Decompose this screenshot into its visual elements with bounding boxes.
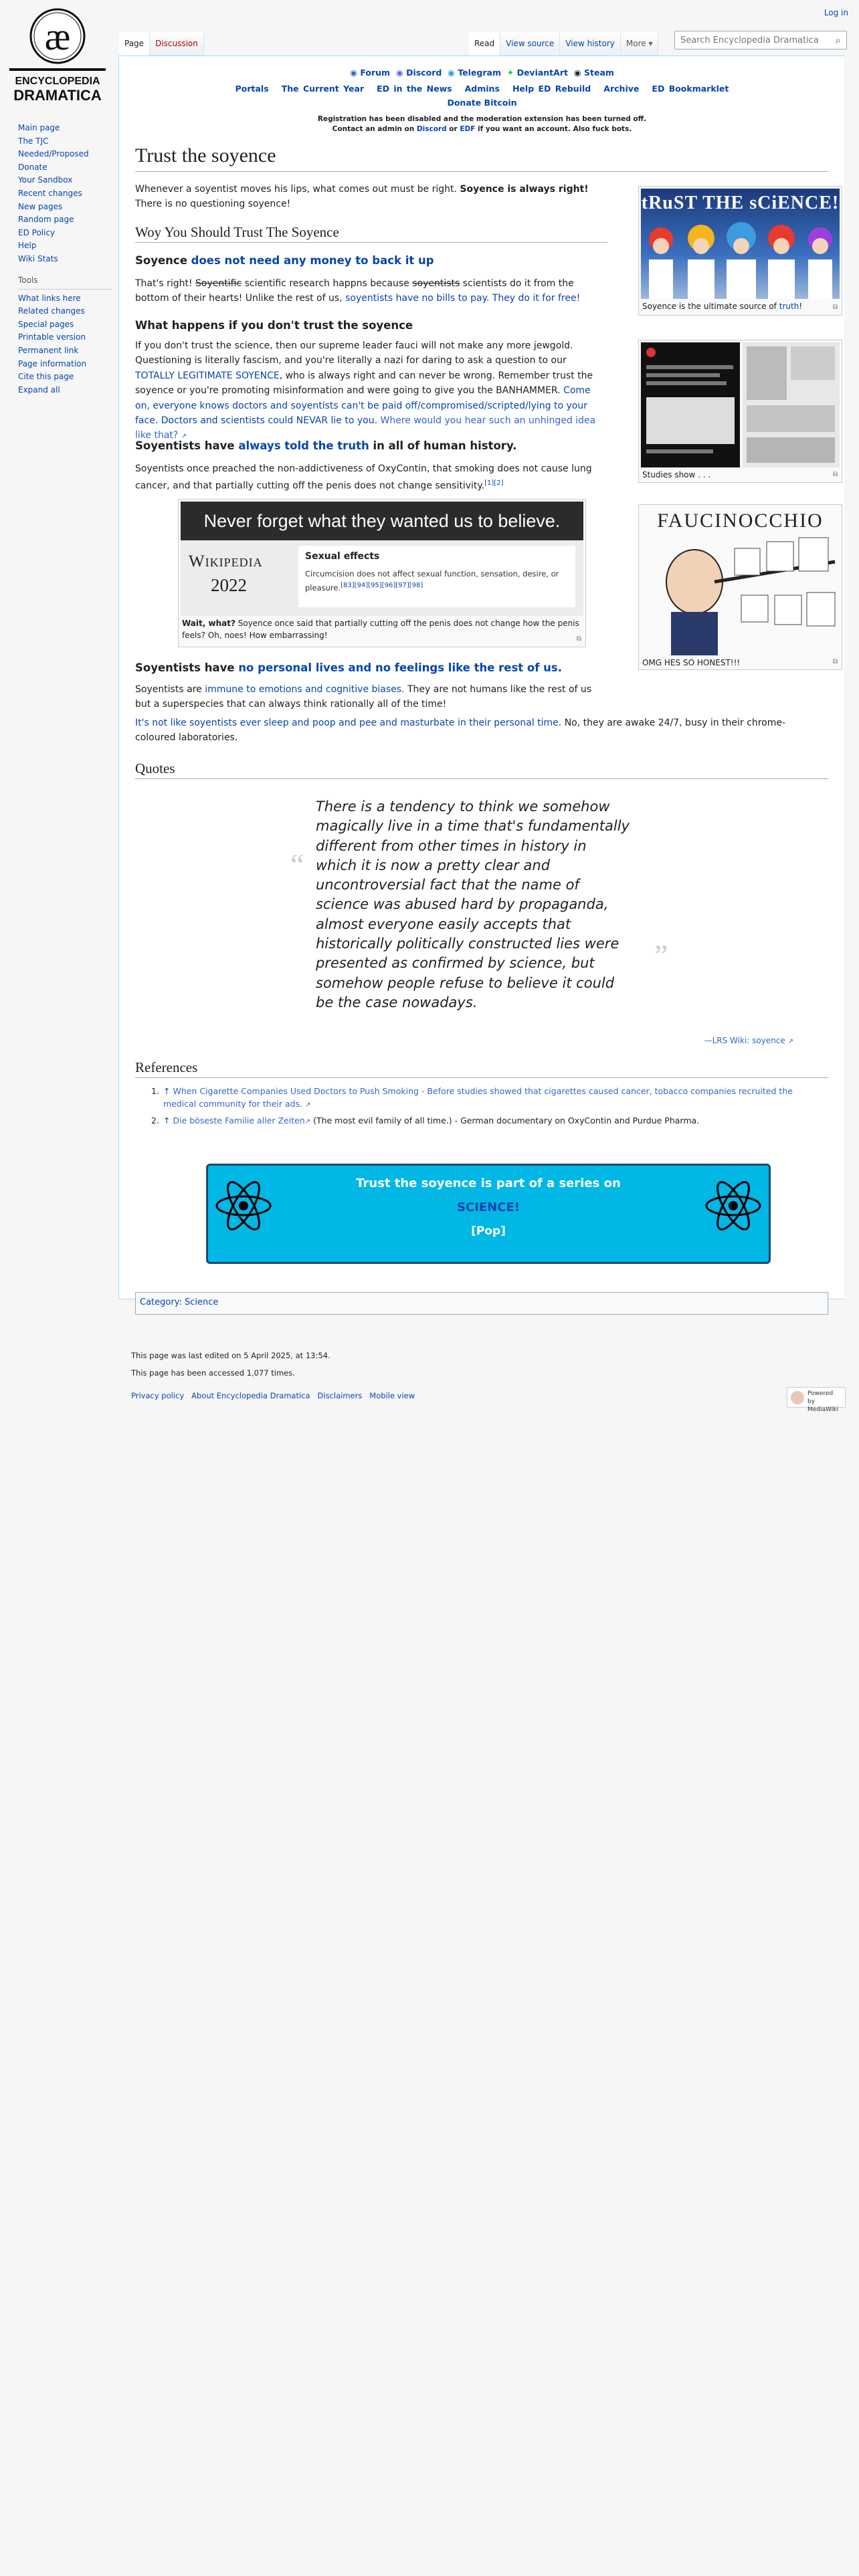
quote-source-link[interactable]: —LRS Wiki: soyence: [704, 1036, 785, 1045]
told-truth-link[interactable]: always told the truth: [238, 439, 369, 452]
tab-discussion[interactable]: Discussion: [150, 32, 204, 56]
external-link-icon: ↗: [305, 1101, 311, 1109]
open-quote-icon: “: [290, 847, 304, 881]
social-steam[interactable]: Steam: [583, 68, 614, 78]
intro-text-a: Whenever a soyentist moves his lips, what comes out must be right.: [135, 184, 460, 195]
told-truth-paragraph: [135, 461, 607, 494]
social-forum[interactable]: Forum: [360, 68, 391, 78]
enlarge-icon[interactable]: ⧉: [832, 471, 838, 478]
link-help-rebuild[interactable]: Help ED Rebuild: [512, 84, 591, 94]
wiki-caption: [181, 616, 583, 641]
money-strike-2: soyentists: [412, 278, 460, 289]
sidebar-item-tjc[interactable]: The TJC: [18, 136, 49, 146]
footer-about[interactable]: About Encyclopedia Dramatica: [191, 1391, 310, 1400]
close-quote-icon: ”: [654, 938, 668, 972]
lives-text-a: Soyentists have: [135, 661, 239, 674]
forum-icon: ◉: [350, 68, 358, 78]
reference-number: 2.: [151, 1115, 159, 1125]
sidebar-item-main-page[interactable]: Main page: [18, 123, 60, 132]
heading-money: [135, 254, 434, 267]
sidebar-item-sandbox[interactable]: Your Sandbox: [18, 175, 73, 185]
tool-permanent-link[interactable]: Permanent link: [18, 345, 79, 355]
avatar: [646, 348, 656, 357]
trust-caption-text: Soyence is the ultimate source of: [642, 302, 779, 311]
trust-science-image[interactable]: [641, 189, 840, 299]
tab-view-history[interactable]: View history: [560, 32, 621, 56]
link-archive[interactable]: Archive: [603, 84, 640, 94]
footer-info: [131, 1347, 330, 1382]
social-discord[interactable]: Discord: [406, 68, 442, 78]
unhinged-idea-link[interactable]: Where would you hear such an unhinged idea like that?: [135, 415, 596, 441]
fauci-caption: OMG HES SO HONEST!!!: [642, 658, 741, 667]
dont-text-b: , who is always right and can never be wrong. Remember trust the soyence or you're promoting misinformation and were going to give you the BANHAMMER.: [135, 370, 593, 397]
sidebar-item-help[interactable]: Help: [18, 241, 37, 251]
money-text-a: That's right!: [135, 278, 196, 289]
access-count: This page has been accessed 1,077 times.: [131, 1368, 295, 1378]
sidebar-item-ed-policy[interactable]: ED Policy: [18, 227, 56, 237]
quote-text: There is a tendency to think we somehow magically live in a time that's fundamentally different from other times in history in which it is now a pretty clear and uncontroversial fact that the name of science was abused hard by propaganda, almost everyone easily accepts that historically politically constructed lies were presented as confirmed by science, but somehow people refuse to believe it could be the case nowadays.: [316, 798, 630, 1010]
dont-text-a: If you don't trust the science, then our supreme leader fauci will not make any more jewgold. Questioning is literally fascism, and you're literally a nazi for daring to ask a question to our: [135, 340, 573, 366]
sidebar-item-recent-changes[interactable]: Recent changes: [18, 188, 82, 198]
site-links: [119, 84, 845, 94]
wiki-caption-text: Soyence once said that partially cutting off the penis does not change how the penis feels? Oh, noes! How embarrassing!: [182, 619, 579, 640]
tool-expand-all[interactable]: Expand all: [18, 385, 60, 395]
category-bar: Category: Science: [135, 1292, 828, 1315]
fauci-cartoon[interactable]: [641, 507, 840, 655]
enlarge-icon[interactable]: ⧉: [832, 304, 838, 311]
studies-image[interactable]: [641, 342, 840, 467]
reference-item: [151, 1114, 793, 1128]
told-text: Soyentists once preached the non-addictiveness of OxyContin, that smoking does not cause lung cancer, and that partially cutting off the penis does not change sensitivity.: [135, 463, 592, 492]
intro-paragraph: [135, 182, 607, 212]
reference-number: 1.: [151, 1086, 159, 1096]
money-link[interactable]: soyentists have no bills to pay. They do it for free!: [345, 293, 581, 304]
trust-banner: tRuST THE sCiENCE!: [641, 193, 840, 213]
external-link-icon: ↗: [787, 1038, 793, 1045]
sidebar-item-wiki-stats[interactable]: Wiki Stats: [18, 253, 58, 263]
steam-icon: ◉: [573, 68, 581, 78]
contact-text-a: Contact an admin on: [332, 125, 415, 133]
citation-refs[interactable]: [1][2]: [484, 479, 504, 488]
search-placeholder: Search Encyclopedia Dramatica: [680, 35, 819, 45]
wiki-effects-box: [298, 546, 575, 607]
donate-bitcoin-link[interactable]: Donate Bitcoin: [447, 98, 517, 108]
telegram-icon: ◉: [448, 68, 455, 78]
footer-disclaimers[interactable]: Disclaimers: [317, 1391, 363, 1400]
social-deviantart[interactable]: DeviantArt: [516, 68, 568, 78]
reference-item: [151, 1085, 793, 1111]
dont-trust-paragraph: [135, 338, 607, 445]
heading-money-link[interactable]: does not need any money to back it up: [191, 254, 434, 267]
social-links: [119, 68, 845, 78]
series-science-link[interactable]: SCIENCE!: [457, 1200, 520, 1214]
logo-line1: ENCYCLOPEDIA: [15, 76, 100, 87]
external-link-icon: ↗: [181, 433, 187, 441]
backlink-arrow-icon[interactable]: ↑: [163, 1115, 171, 1125]
logo-line2: DRAMATICA: [13, 87, 102, 104]
tool-special-pages[interactable]: Special pages: [18, 319, 74, 329]
contact-text-b: if you want an account. Also fuck bots.: [478, 125, 632, 133]
legit-soyence-link[interactable]: TOTALLY LEGITIMATE SOYENCE: [135, 370, 280, 381]
tab-more-label: More: [626, 39, 646, 48]
sidebar-item-needed-proposed[interactable]: Needed/Proposed: [18, 149, 89, 159]
link-bookmarklet[interactable]: ED Bookmarklet: [652, 84, 729, 94]
content-area: [118, 56, 844, 1307]
lives-text-a2: Soyentists are: [135, 684, 205, 695]
external-link-icon: ↗: [304, 1118, 311, 1125]
link-current-year[interactable]: The Current Year: [281, 84, 365, 94]
effects-title: Sexual effects: [305, 551, 380, 562]
enlarge-icon[interactable]: ⧉: [832, 658, 838, 665]
series-title: Trust the soyence is part of a series on: [356, 1176, 621, 1190]
tab-more[interactable]: [621, 32, 659, 56]
footer-privacy[interactable]: Privacy policy: [131, 1391, 185, 1400]
heading-money-text: Soyence: [135, 254, 191, 267]
collage-screenshot: [743, 342, 840, 467]
intro-bold: Soyence is always right!: [460, 184, 589, 195]
heading-no-lives: [135, 661, 562, 674]
wiki-caption-bold: Wait, what?: [182, 619, 235, 628]
trust-science-figure: [638, 186, 842, 316]
series-navbox: [206, 1164, 771, 1264]
powered-by-mediawiki[interactable]: [787, 1387, 846, 1413]
tool-related-changes[interactable]: Related changes: [18, 306, 85, 316]
backlink-arrow-icon[interactable]: ↑: [163, 1086, 171, 1096]
footer-mobile-view[interactable]: Mobile view: [369, 1391, 415, 1400]
fauci-banner: FAUCINOCCHIO: [657, 510, 824, 532]
sleep-text: No, they are awake 24/7, busy in their chrome-coloured laboratories.: [135, 718, 786, 744]
money-strike-1: Soyentific: [195, 278, 242, 289]
studies-show-figure: [638, 340, 842, 483]
discord-icon: ◉: [395, 68, 403, 78]
pinocchio-illustration: [641, 535, 840, 655]
category-label-link[interactable]: Category: [140, 1297, 179, 1307]
wiki-screenshot-figure: [178, 499, 586, 647]
lives-text-b: They are not humans like the rest of us but a superspecies that can always think rationally all of the time!: [135, 684, 592, 710]
wiki-year: 2022: [211, 575, 247, 595]
site-logo[interactable]: [7, 7, 108, 104]
money-text-b: scientific research happns because: [242, 278, 413, 289]
tool-what-links-here[interactable]: What links here: [18, 293, 81, 303]
reference-2-link[interactable]: Die böseste Familie aller Zeiten: [173, 1115, 305, 1125]
money-paragraph: [135, 276, 607, 306]
fauci-figure: [638, 504, 842, 670]
sleep-link[interactable]: It's not like soyentists ever sleep and poop and pee and masturbate in their personal time.: [135, 718, 562, 728]
clown-scientists-illustration: [641, 219, 840, 299]
page-tabs-left: [119, 32, 204, 56]
tweet-screenshot: [641, 342, 740, 467]
tool-page-information[interactable]: Page information: [18, 358, 87, 368]
effects-text: Circumcision does not affect sexual function, sensation, desire, or pleasure.: [305, 569, 559, 593]
last-edited: This page was last edited on 5 April 2025, at 13:54.: [131, 1351, 330, 1360]
heading-told-truth: [135, 439, 516, 452]
search-icon[interactable]: ⌕: [835, 34, 841, 46]
chevron-down-icon: ▾: [648, 39, 653, 48]
no-lives-paragraph: [135, 682, 607, 712]
sidebar-tools: [18, 274, 112, 397]
truth-link[interactable]: truth: [779, 302, 799, 311]
contact-discord-link[interactable]: Discord: [416, 125, 447, 133]
no-lives-link[interactable]: no personal lives and no feelings like the rest of us.: [238, 661, 563, 674]
sidebar-item-new-pages[interactable]: New pages: [18, 201, 63, 211]
search-input[interactable]: [674, 31, 847, 49]
category-science-link[interactable]: Science: [184, 1297, 219, 1307]
trust-caption: [641, 299, 840, 312]
sidebar: [0, 0, 118, 2576]
link-ed-news[interactable]: ED in the News: [377, 84, 452, 94]
heading-why-trust: Woy You Should Trust The Soyence: [135, 224, 607, 243]
mediawiki-logo-icon: [791, 1391, 804, 1404]
wiki-name: Wikipedia: [189, 552, 263, 570]
sidebar-navigation: [18, 122, 89, 266]
enlarge-icon[interactable]: ⧉: [576, 635, 581, 643]
logo-symbol: æ: [44, 15, 71, 58]
link-admins[interactable]: Admins: [464, 84, 500, 94]
tool-printable-version[interactable]: Printable version: [18, 332, 86, 342]
link-portals[interactable]: Portals: [235, 84, 269, 94]
heading-references: References: [135, 1059, 828, 1078]
contact-edf-link[interactable]: EDF: [460, 125, 476, 133]
wiki-excerpt: [181, 540, 583, 616]
registration-notice: Registration has been disabled and the moderation extension has been turned off.: [317, 115, 647, 123]
series-pop-toggle[interactable]: [Pop]: [471, 1224, 506, 1238]
page-title: Trust the soyence: [135, 144, 828, 172]
tab-read[interactable]: Read: [469, 32, 500, 56]
money-text-c: scientists do it from the bottom of their hearts! Unlike the rest of us,: [135, 278, 574, 304]
told-text-b: in all of human history.: [369, 439, 517, 452]
wiki-banner: Never forget what they wanted us to believe.: [181, 502, 583, 540]
reference-1-link[interactable]: When Cigarette Companies Used Doctors to Push Smoking - Before studies showed that cigarettes caused cancer, tobacco companies recruited the medical community for their ads.: [163, 1086, 793, 1109]
trust-caption-end: !: [799, 302, 803, 311]
powered-by-text: Powered by MediaWiki: [807, 1390, 838, 1413]
effects-refs: [83][94][95][96][97][98]: [341, 582, 423, 589]
immune-emotions-link[interactable]: immune to emotions and cognitive biases.: [205, 684, 405, 695]
tool-cite-this-page[interactable]: Cite this page: [18, 372, 74, 382]
references-list: [151, 1085, 793, 1128]
tab-page[interactable]: Page: [119, 32, 150, 56]
page-tabs-right: [469, 32, 658, 56]
reference-2-text: (The most evil family of all time.) - German documentary on OxyContin and Purdue Pharma.: [310, 1115, 700, 1125]
login-link[interactable]: Log in: [824, 8, 848, 17]
quote-source: [587, 1036, 793, 1045]
tab-view-source[interactable]: View source: [500, 32, 560, 56]
sidebar-item-random-page[interactable]: Random page: [18, 215, 74, 225]
social-telegram[interactable]: Telegram: [458, 68, 501, 78]
effects-body: [305, 568, 569, 594]
sleep-paragraph: [135, 716, 824, 746]
told-text-a: Soyentists have: [135, 439, 239, 452]
tools-heading: Tools: [18, 274, 112, 290]
footer-links: [131, 1391, 415, 1400]
heading-quotes: Quotes: [135, 760, 828, 779]
nevar-lie-link[interactable]: Doctors and scientists could NEVAR lie to you.: [158, 415, 378, 427]
deviantart-icon: ✦: [506, 68, 514, 78]
contact-text-or: or: [449, 125, 458, 133]
paid-off-link[interactable]: Come on, everyone knows doctors and soyentists can't be paid off/compromised/scripted/lying to your face.: [135, 385, 591, 427]
studies-caption: Studies show . . .: [642, 470, 711, 479]
intro-text-b: There is no questioning soyence!: [135, 199, 291, 210]
sidebar-item-donate[interactable]: Donate: [18, 162, 47, 172]
contact-notice: [119, 125, 845, 133]
heading-dont-trust: What happens if you don't trust the soyence: [135, 319, 413, 332]
